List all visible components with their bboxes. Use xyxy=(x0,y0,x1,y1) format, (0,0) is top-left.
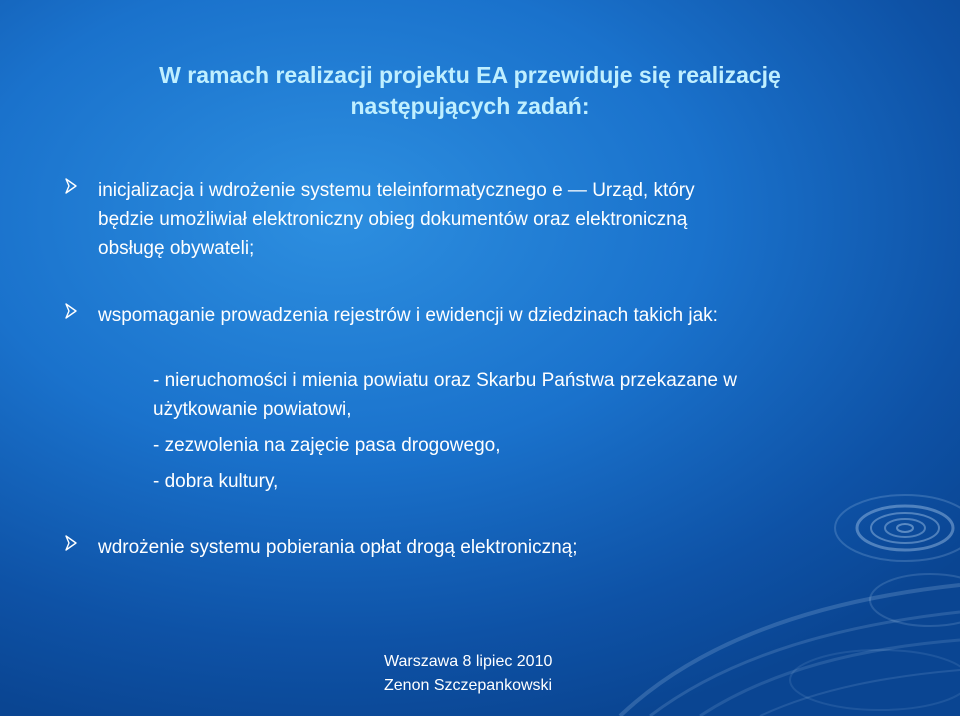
slide-footer xyxy=(384,650,552,698)
bullet-line: będzie umożliwiał elektroniczny obieg dokumentów oraz elektroniczną xyxy=(98,209,688,230)
footer-author: Zenon Szczepankowski xyxy=(384,677,553,694)
sub-list-item xyxy=(153,467,737,496)
sub-item-line: użytkowanie powiatowi, xyxy=(153,399,352,420)
sub-list xyxy=(153,366,737,503)
bullet-text xyxy=(98,301,718,330)
title-line: W ramach realizacji projektu EA przewiduje się realizację xyxy=(159,62,781,88)
footer-place-date: Warszawa 8 lipiec 2010 xyxy=(384,653,553,670)
bullet-line: inicjalizacja i wdrożenie systemu teleinformatycznego e — Urząd, który xyxy=(98,180,695,201)
bullet-line: obsługę obywateli; xyxy=(98,238,255,259)
bullet-text xyxy=(98,176,695,263)
arrow-bullet-icon xyxy=(64,303,78,319)
bullet-line: wspomaganie prowadzenia rejestrów i ewidencji w dziedzinach takich jak: xyxy=(98,305,718,326)
arrow-bullet-icon xyxy=(64,535,78,551)
bullet-text xyxy=(98,533,578,562)
arrow-bullet-icon xyxy=(64,178,78,194)
sub-item-line: - dobra kultury, xyxy=(153,471,279,492)
bullet-line: wdrożenie systemu pobierania opłat drogą elektroniczną; xyxy=(98,537,578,558)
sub-list-item xyxy=(153,366,737,424)
sub-item-line: - nieruchomości i mienia powiatu oraz Skarbu Państwa przekazane w xyxy=(153,370,737,391)
slide-title xyxy=(80,60,860,122)
sub-list-item xyxy=(153,431,737,460)
sub-item-line: - zezwolenia na zajęcie pasa drogowego, xyxy=(153,435,501,456)
title-line: następujących zadań: xyxy=(350,93,590,119)
